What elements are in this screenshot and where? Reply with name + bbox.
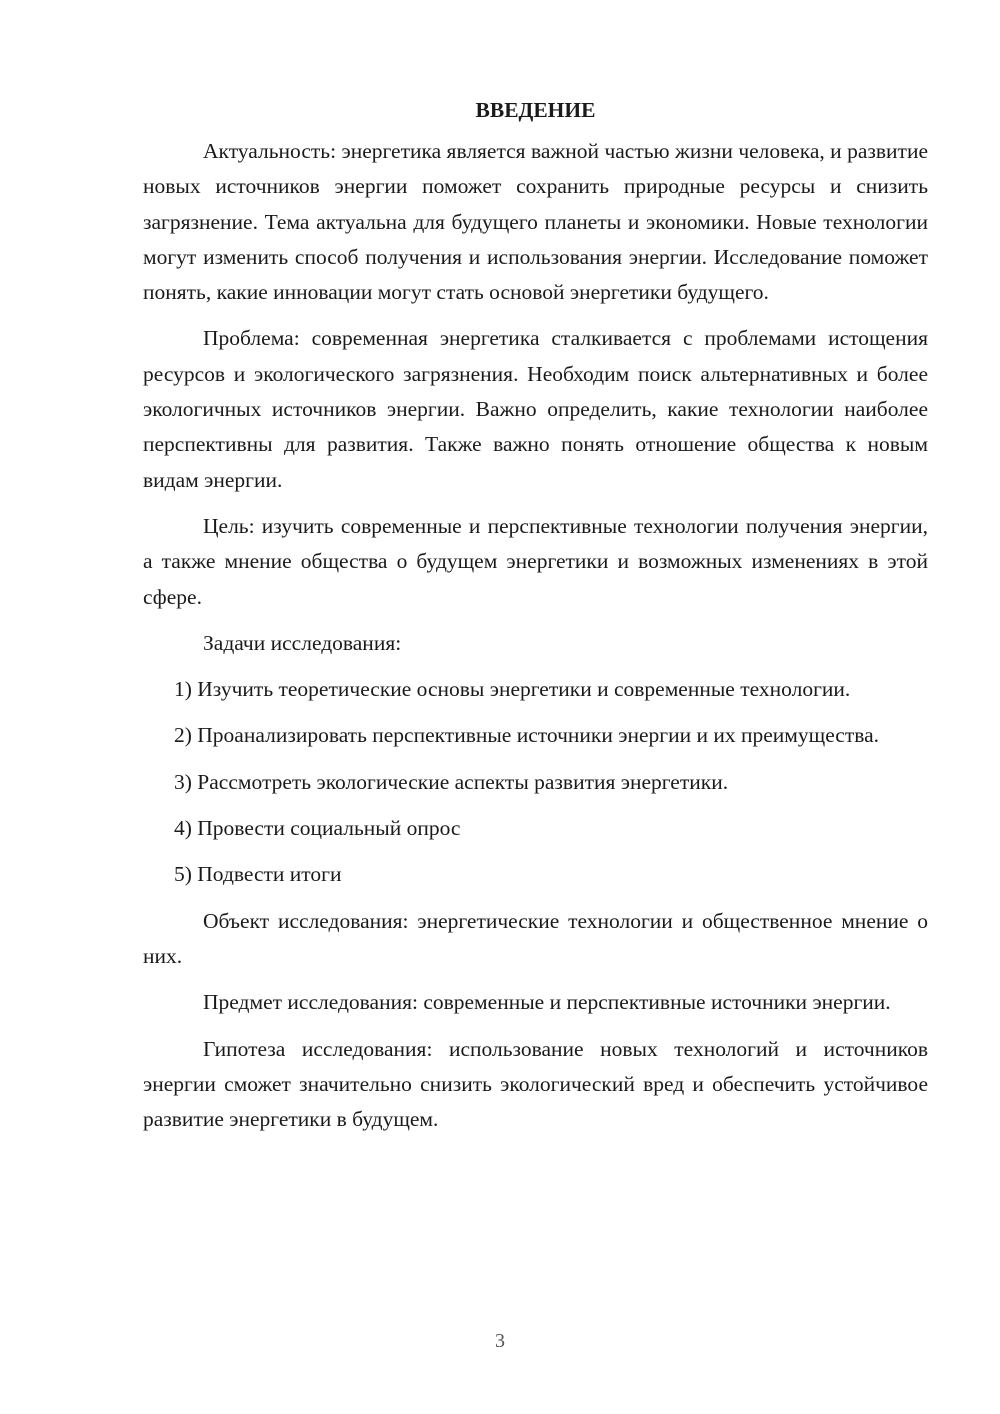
paragraph-relevance: Актуальность: энергетика является важной частью жизни человека, и развитие новых источников энергии поможет сохранить природные ресурсы и снизить загрязнение. Тема актуальна для будущего планеты и экономики. Новые технологии могут изменить способ получения и использования энергии. Исследование поможет понять, какие инновации могут стать основой энергетики будущего. — [143, 139, 928, 305]
paragraph-object: Объект исследования: энергетические технологии и общественное мнение о них. — [143, 908, 928, 968]
paragraph-subject: Предмет исследования: современные и перспективные источники энергии. — [203, 990, 891, 1015]
task-item-2: 2) Проанализировать перспективные источники энергии и их преимущества. — [174, 723, 879, 748]
task-item-1: 1) Изучить теоретические основы энергетики и современные технологии. — [174, 677, 851, 702]
document-page — [143, 90, 928, 1148]
task-item-4: 4) Провести социальный опрос — [174, 816, 461, 841]
task-item-5: 5) Подвести итоги — [174, 862, 342, 887]
paragraph-tasks-heading: Задачи исследования: — [203, 630, 402, 655]
paragraph-problem: Проблема: современная энергетика сталкивается с проблемами истощения ресурсов и экологического загрязнения. Необходим поиск альтернативных и более экологичных источников энергии. Важно определить, какие технологии наиболее перспективны для развития. Также важно понять отношение общества к новым видам энергии. — [143, 326, 928, 492]
paragraph-goal: Цель: изучить современные и перспективные технологии получения энергии, а также мнение общества о будущем энергетики и возможных изменениях в этой сфере. — [143, 513, 928, 609]
page-number: 3 — [495, 1330, 505, 1352]
paragraph-hypothesis: Гипотеза исследования: использование новых технологий и источников энергии сможет значительно снизить экологический вред и обеспечить устойчивое развитие энергетики в будущем. — [143, 1036, 928, 1132]
task-item-3: 3) Рассмотреть экологические аспекты развития энергетики. — [174, 769, 729, 794]
section-title: ВВЕДЕНИЕ — [475, 98, 596, 122]
